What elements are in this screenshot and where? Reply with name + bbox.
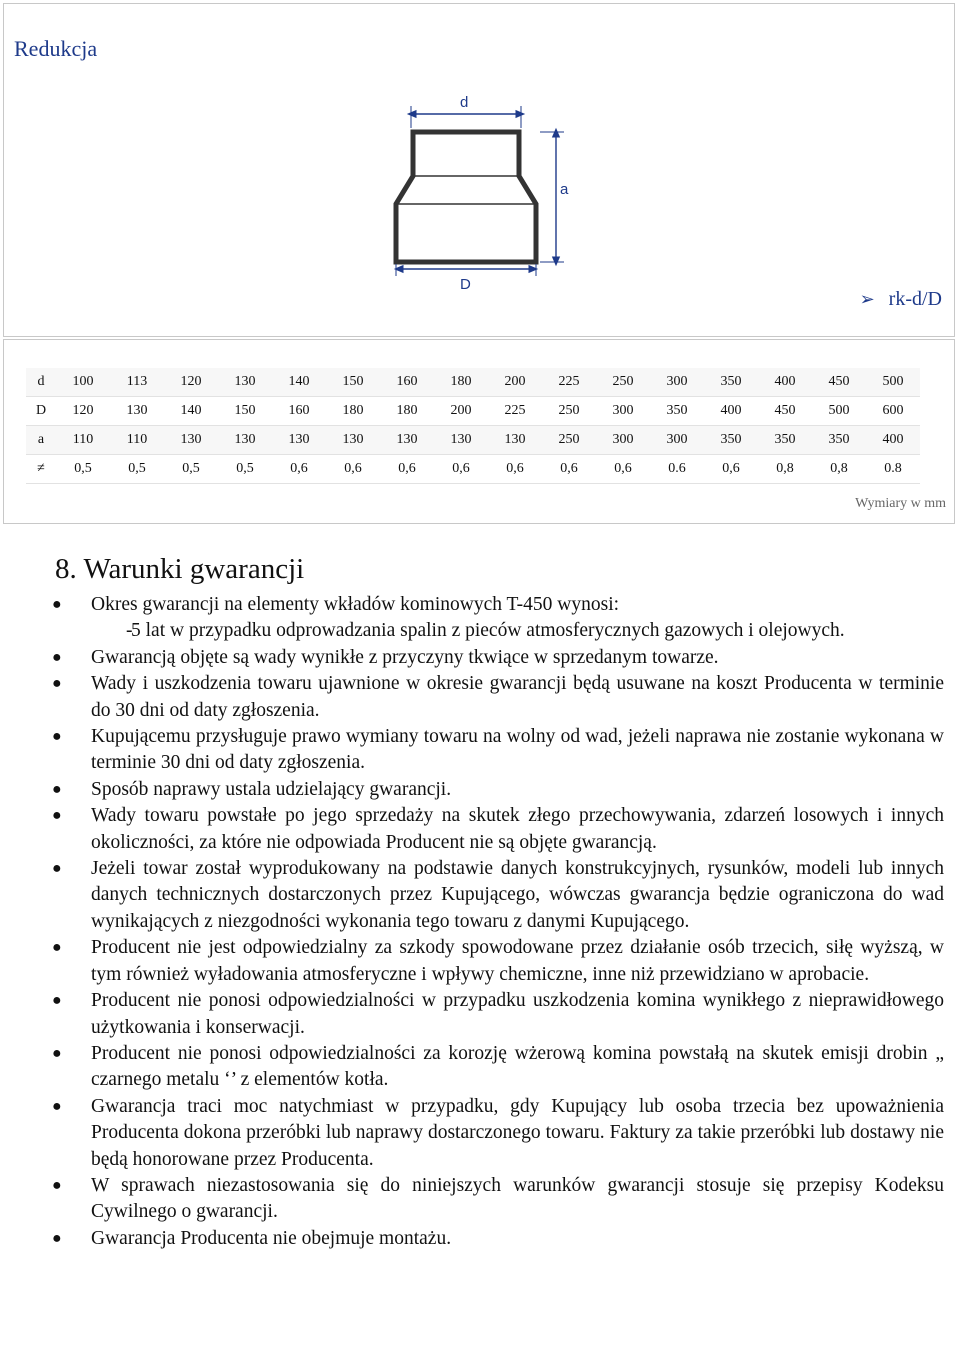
- table-cell: 0,6: [542, 455, 596, 484]
- list-item-text: Kupującemu przysługuje prawo wymiany towaru na wolny od wad, jeżeli naprawa nie zostanie wykonana w terminie 30 dni od daty zgłoszenia.: [91, 726, 944, 774]
- table-cell: 350: [812, 426, 866, 455]
- table-cell: 130: [380, 426, 434, 455]
- table-row: [26, 397, 920, 426]
- table-cell: 130: [218, 368, 272, 397]
- product-title: Redukcja: [14, 36, 98, 61]
- table-cell: 180: [380, 397, 434, 426]
- table-cell: 160: [380, 368, 434, 397]
- table-cell: 100: [56, 368, 110, 397]
- list-item-text: Gwarancja Producenta nie obejmuje montażu.: [91, 1227, 452, 1249]
- row-label: d: [26, 368, 56, 397]
- bullet-icon: ●: [52, 675, 62, 693]
- reducer-drawing: [384, 84, 604, 299]
- table-cell: 130: [164, 426, 218, 455]
- bullet-icon: ●: [52, 992, 62, 1010]
- table-cell: 140: [272, 368, 326, 397]
- table-cell: 0,6: [488, 455, 542, 484]
- table-cell: 350: [704, 426, 758, 455]
- units-note: Wymiary w mm: [855, 496, 946, 511]
- table-cell: 130: [434, 426, 488, 455]
- list-item-text: Okres gwarancji na elementy wkładów kominowych T-450 wynosi:: [91, 594, 620, 615]
- list-item: [0, 1226, 944, 1252]
- table-cell: 250: [542, 397, 596, 426]
- section-title: 8. Warunki gwarancji: [55, 553, 305, 585]
- dimension-D-label: D: [460, 276, 471, 293]
- table-row: [26, 455, 920, 484]
- list-item: [0, 988, 944, 1041]
- dimensions-table: [26, 368, 920, 484]
- table-cell: 110: [56, 426, 110, 455]
- sub-list-item-text: 5 lat w przypadku odprowadzania spalin z pieców atmosferycznych gazowych i olejowych.: [131, 620, 845, 642]
- bullet-icon: ●: [52, 1229, 62, 1247]
- table-cell: 0,6: [380, 455, 434, 484]
- bullet-icon: ●: [52, 1044, 62, 1062]
- list-item-text: Producent nie ponosi odpowiedzialności za korozję wżerową komina powstałą na skutek emisji drobin „ czarnego metalu ‘’ z elementów kotła.: [91, 1042, 944, 1091]
- product-code: rk-d/D: [888, 288, 942, 310]
- list-item: [0, 856, 944, 935]
- list-item-text: Jeżeli towar został wyprodukowany na podstawie danych konstrukcyjnych, rysunków, modeli lub innych danych technicznych dostarczonych przez Kupującego, wówczas gwarancja będzie ograniczona do wad wynikających z niezgodności wykonania tego towaru z danymi Kupującego.: [91, 858, 944, 932]
- bullet-icon: ●: [52, 648, 62, 666]
- list-item: [0, 645, 944, 671]
- table-cell: 400: [758, 368, 812, 397]
- table-cell: 0,8: [758, 455, 812, 484]
- list-item-text: Wady i uszkodzenia towaru ujawnione w okresie gwarancji będą usuwane na koszt Producenta w terminie do 30 dni od daty zgłoszenia.: [91, 673, 944, 721]
- table-cell: 110: [110, 426, 164, 455]
- row-label: a: [26, 426, 56, 455]
- dash-marker: -: [126, 620, 133, 642]
- list-item-text: Gwarancją objęte są wady wynikłe z przyczyny tkwiące w sprzedanym towarze.: [91, 646, 719, 668]
- table-cell: 225: [542, 368, 596, 397]
- table-cell: 350: [650, 397, 704, 426]
- bullet-icon: ●: [52, 1176, 62, 1194]
- table-cell: 200: [434, 397, 488, 426]
- product-code-row: [860, 288, 942, 311]
- list-item: [0, 803, 944, 856]
- table-cell: 500: [866, 368, 920, 397]
- table-cell: 140: [164, 397, 218, 426]
- table-cell: 130: [488, 426, 542, 455]
- table-cell: 0,6: [704, 455, 758, 484]
- table-cell: 180: [326, 397, 380, 426]
- table-cell: 300: [650, 426, 704, 455]
- list-item: [0, 1094, 944, 1173]
- table-cell: 300: [596, 397, 650, 426]
- dimension-a-label: a: [560, 181, 569, 198]
- table-cell: 0.8: [866, 455, 920, 484]
- list-item-text: Sposób naprawy ustala udzielający gwarancji.: [91, 778, 452, 800]
- table-row: [26, 368, 920, 397]
- list-item: [0, 1173, 944, 1226]
- table-cell: 130: [218, 426, 272, 455]
- table-cell: 0,6: [434, 455, 488, 484]
- bullet-icon: ●: [52, 1097, 62, 1115]
- list-item-text: W sprawach niezastosowania się do niniejszych warunków gwarancji stosuje się przepisy Kodeksu Cywilnego o gwarancji.: [91, 1174, 944, 1223]
- list-item: [0, 935, 944, 988]
- table-cell: 250: [542, 426, 596, 455]
- list-item-text: Producent nie jest odpowiedzialny za szkody spowodowane przez działanie osób trzecich, siłę wyższą, w tym również wyładowania atmosferyczne i wpływy chemiczne, inne niż przewidziano w aprobacie.: [91, 937, 944, 985]
- list-item-text: Producent nie ponosi odpowiedzialności w przypadku uszkodzenia komina wynikłego z nieprawidłowego użytkowania i konserwacji.: [91, 990, 944, 1038]
- table-row: [26, 426, 920, 455]
- table-cell: 0,5: [56, 455, 110, 484]
- list-item: [0, 592, 944, 618]
- bullet-icon: ●: [52, 939, 62, 957]
- table-cell: 130: [272, 426, 326, 455]
- dimensions-panel: [3, 339, 955, 524]
- warranty-list: [0, 592, 944, 1252]
- list-item: [0, 724, 944, 777]
- list-item: [0, 777, 944, 803]
- list-item-text: Gwarancja traci moc natychmiast w przypadku, gdy Kupujący lub osoba trzecia bez upoważnienia Producenta dokona przeróbki lub naprawy dostarczonego towaru. Faktury za takie przeróbki lub dostawy nie będą honorowane przez Producenta.: [91, 1095, 944, 1170]
- table-cell: 250: [596, 368, 650, 397]
- bullet-icon: ●: [52, 860, 62, 878]
- bullet-icon: ●: [52, 807, 62, 825]
- table-cell: 130: [326, 426, 380, 455]
- table-cell: 0,5: [218, 455, 272, 484]
- sub-list-item: [0, 618, 944, 644]
- list-item: [0, 1041, 944, 1094]
- table-cell: 113: [110, 368, 164, 397]
- table-cell: 300: [650, 368, 704, 397]
- table-cell: 150: [326, 368, 380, 397]
- table-cell: 0,8: [812, 455, 866, 484]
- table-cell: 600: [866, 397, 920, 426]
- table-cell: 200: [488, 368, 542, 397]
- arrow-bullet-icon: ➢: [859, 289, 875, 310]
- table-cell: 0.6: [650, 455, 704, 484]
- table-cell: 225: [488, 397, 542, 426]
- table-cell: 500: [812, 397, 866, 426]
- row-label: D: [26, 397, 56, 426]
- table-cell: 0,6: [596, 455, 650, 484]
- table-cell: 0,5: [164, 455, 218, 484]
- row-label: ≠: [26, 455, 56, 484]
- table-cell: 180: [434, 368, 488, 397]
- table-cell: 400: [704, 397, 758, 426]
- table-cell: 120: [56, 397, 110, 426]
- table-cell: 0,6: [326, 455, 380, 484]
- dimension-d-label: d: [460, 94, 469, 111]
- table-cell: 450: [812, 368, 866, 397]
- table-cell: 350: [758, 426, 812, 455]
- table-cell: 0,5: [110, 455, 164, 484]
- table-cell: 0,6: [272, 455, 326, 484]
- table-cell: 450: [758, 397, 812, 426]
- table-cell: 400: [866, 426, 920, 455]
- bullet-icon: ●: [52, 780, 62, 798]
- table-cell: 160: [272, 397, 326, 426]
- table-cell: 130: [110, 397, 164, 426]
- product-panel: [3, 3, 955, 337]
- table-cell: 300: [596, 426, 650, 455]
- table-cell: 350: [704, 368, 758, 397]
- list-item-text: Wady towaru powstałe po jego sprzedaży na skutek złego przechowywania, zdarzeń losowych i innych okoliczności, za które nie odpowiada Producent nie są objęte gwarancją.: [91, 805, 944, 853]
- list-item: [0, 671, 944, 724]
- bullet-icon: ●: [52, 728, 62, 746]
- table-cell: 150: [218, 397, 272, 426]
- bullet-icon: ●: [52, 596, 62, 613]
- table-cell: 120: [164, 368, 218, 397]
